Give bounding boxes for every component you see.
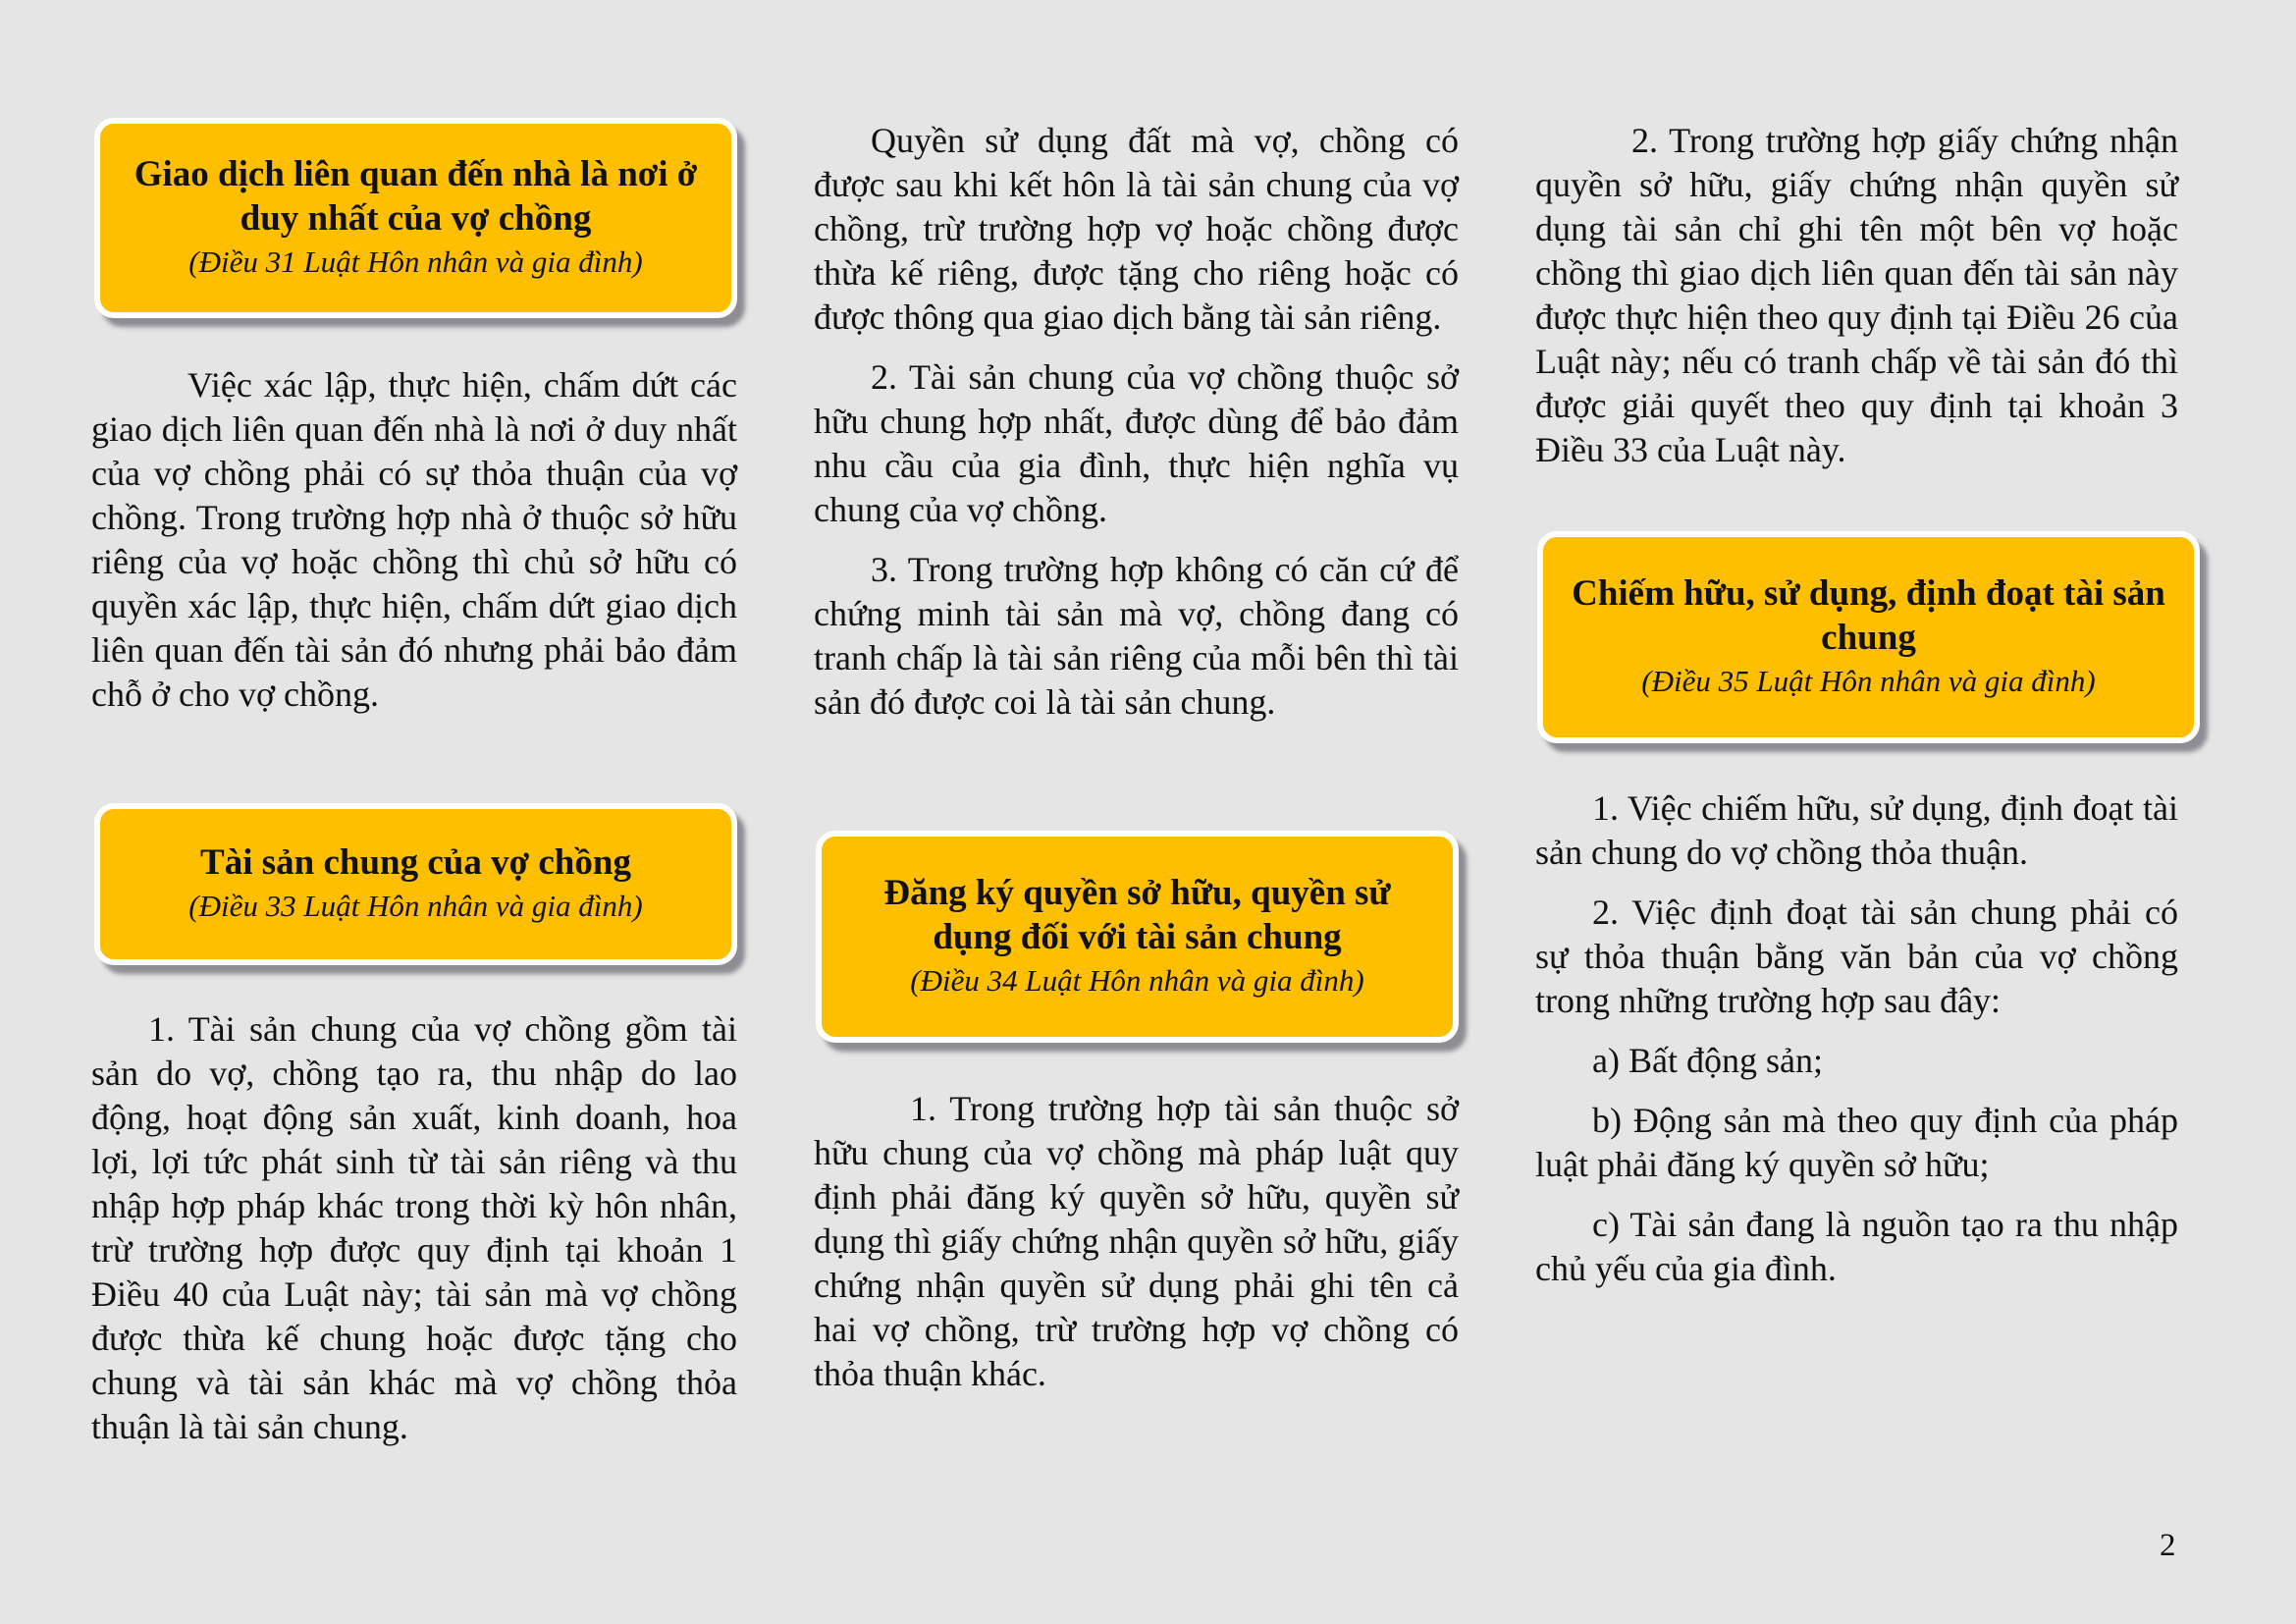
- heading-title: Đăng ký quyền sở hữu, quyền sử dụng đối với tài sản chung: [883, 873, 1391, 957]
- heading-subtitle: (Điều 33 Luật Hôn nhân và gia đình): [188, 889, 643, 923]
- paragraph: b) Động sản mà theo quy định của pháp luật phải đăng ký quyền sở hữu;: [1535, 1101, 2178, 1184]
- paragraph: c) Tài sản đang là nguồn tạo ra thu nhập chủ yếu của gia đình.: [1535, 1205, 2178, 1288]
- page-number: 2: [2160, 1528, 2176, 1563]
- heading-subtitle: (Điều 31 Luật Hôn nhân và gia đình): [188, 244, 643, 279]
- paragraph: 1. Việc chiếm hữu, sử dụng, định đoạt tài sản chung do vợ chồng thỏa thuận.: [1535, 788, 2178, 872]
- paragraph: 2. Tài sản chung của vợ chồng thuộc sở hữu chung hợp nhất, được dùng để bảo đảm nhu cầu của gia đình, thực hiện nghĩa vụ chung của vợ chồng.: [814, 357, 1459, 529]
- text-block: [1535, 119, 2178, 488]
- text-block: [814, 1087, 1459, 1412]
- text-block: [91, 363, 737, 732]
- heading-box-dieu-33: [94, 803, 737, 965]
- text-block: [91, 1007, 737, 1465]
- heading-box-dieu-34: [816, 831, 1459, 1043]
- paragraph: 2. Việc định đoạt tài sản chung phải có sự thỏa thuận bằng văn bản của vợ chồng trong những trường hợp sau đây:: [1535, 893, 2178, 1020]
- heading-subtitle: (Điều 35 Luật Hôn nhân và gia đình): [1641, 664, 2096, 698]
- heading-title: Chiếm hữu, sử dụng, định đoạt tài sản chung: [1572, 573, 2165, 658]
- heading-title: Giao dịch liên quan đến nhà là nơi ở duy nhất của vợ chồng: [133, 154, 698, 239]
- heading-box-dieu-31: [94, 118, 737, 318]
- paragraph: 2. Trong trường hợp giấy chứng nhận quyền sở hữu, giấy chứng nhận quyền sử dụng tài sản chỉ ghi tên một bên vợ hoặc chồng thì giao dịch liên quan đến tài sản này được thực hiện theo quy định tại Điều 26 của Luật này; nếu có tranh chấp về tài sản đó thì được giải quyết theo quy định tại khoản 3 Điều 33 của Luật này.: [1535, 121, 2178, 469]
- text-block: [1535, 786, 2178, 1307]
- text-block: [814, 119, 1459, 740]
- paragraph: 3. Trong trường hợp không có căn cứ để chứng minh tài sản mà vợ, chồng đang có tranh chấp là tài sản riêng của mỗi bên thì tài sản đó được coi là tài sản chung.: [814, 550, 1459, 722]
- paragraph: a) Bất động sản;: [1592, 1041, 1823, 1080]
- heading-subtitle: (Điều 34 Luật Hôn nhân và gia đình): [910, 963, 1364, 998]
- paragraph: Quyền sử dụng đất mà vợ, chồng có được sau khi kết hôn là tài sản chung của vợ chồng, trừ trường hợp vợ hoặc chồng được thừa kế riêng, được tặng cho riêng hoặc có được thông qua giao dịch bằng tài sản riêng.: [814, 121, 1459, 337]
- paragraph: 1. Trong trường hợp tài sản thuộc sở hữu chung của vợ chồng mà pháp luật quy định phải đăng ký quyền sở hữu, quyền sử dụng thì giấy chứng nhận quyền sở hữu, giấy chứng nhận quyền sử dụng phải ghi tên cả hai vợ chồng, trừ trường hợp vợ chồng có thỏa thuận khác.: [814, 1089, 1459, 1393]
- heading-box-dieu-35: [1537, 531, 2200, 743]
- heading-title: Tài sản chung của vợ chồng: [200, 842, 631, 883]
- paragraph: Việc xác lập, thực hiện, chấm dứt các giao dịch liên quan đến nhà là nơi ở duy nhất của vợ chồng phải có sự thỏa thuận của vợ chồng. Trong trường hợp nhà ở thuộc sở hữu riêng của vợ hoặc chồng thì chủ sở hữu có quyền xác lập, thực hiện, chấm dứt giao dịch liên quan đến tài sản đó nhưng phải bảo đảm chỗ ở cho vợ chồng.: [91, 365, 737, 714]
- paragraph: 1. Tài sản chung của vợ chồng gồm tài sản do vợ, chồng tạo ra, thu nhập do lao động, hoạt động sản xuất, kinh doanh, hoa lợi, lợi tức phát sinh từ tài sản riêng và thu nhập hợp pháp khác trong thời kỳ hôn nhân, trừ trường hợp được quy định tại khoản 1 Điều 40 của Luật này; tài sản mà vợ chồng được thừa kế chung hoặc được tặng cho chung và tài sản khác mà vợ chồng thỏa thuận là tài sản chung.: [91, 1009, 737, 1446]
